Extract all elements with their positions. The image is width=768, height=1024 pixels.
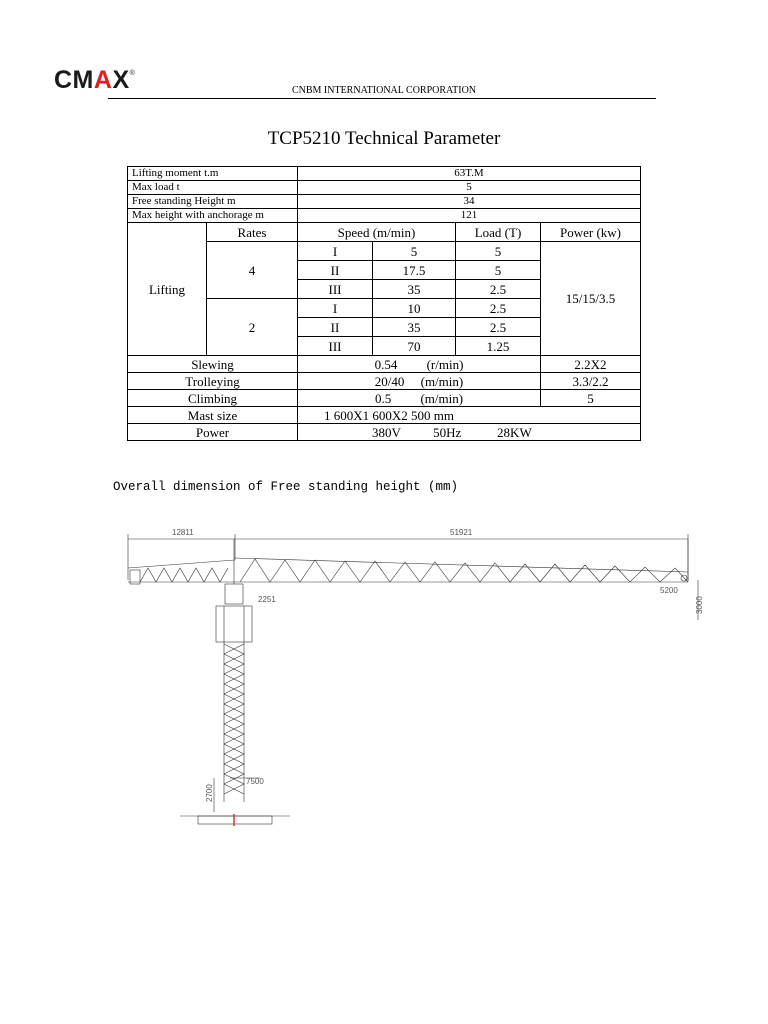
row-label: Power (128, 424, 298, 441)
speed: 35 (373, 318, 456, 337)
spec-value: 34 (298, 195, 641, 209)
gear: II (298, 261, 373, 280)
lifting-label: Lifting (128, 223, 207, 356)
spec-label: Lifting moment t.m (128, 167, 298, 181)
row-value: 1 600X1 600X2 500 mm (298, 407, 641, 424)
load: 2.5 (456, 280, 541, 299)
mast-lacing (224, 644, 244, 794)
tip-height-label: 3000 (695, 596, 704, 614)
row-label: Slewing (128, 356, 298, 373)
tip-dimension-label: 5200 (660, 586, 678, 595)
climbing-cage (216, 606, 252, 642)
spec-value: 5 (298, 181, 641, 195)
row-value: 0.5 (m/min) (298, 390, 541, 407)
spec-row (128, 181, 641, 195)
base-width-label: 7500 (246, 777, 264, 786)
counter-jib-dimension: 12811 (172, 528, 194, 537)
rates-header: Rates (207, 223, 298, 242)
jib-lacing (240, 559, 688, 582)
power-header: Power (kw) (541, 223, 641, 242)
company-name: CNBM INTERNATIONAL CORPORATION (291, 85, 477, 96)
spec-value: 63T.M (298, 167, 641, 181)
gear: III (298, 280, 373, 299)
row-value: 0.54 (r/min) (298, 356, 541, 373)
climbing-row (128, 390, 641, 407)
base-height-label: 2700 (205, 784, 214, 802)
speed: 5 (373, 242, 456, 261)
trolleying-row (128, 373, 641, 390)
load: 5 (456, 261, 541, 280)
power-row (128, 424, 641, 441)
speed: 35 (373, 280, 456, 299)
spec-row (128, 209, 641, 223)
gear: III (298, 337, 373, 356)
rate-value: 4 (207, 242, 298, 299)
load: 2.5 (456, 299, 541, 318)
spec-label: Free standing Height m (128, 195, 298, 209)
jib-top-chord (235, 558, 688, 572)
counter-jib-lacing (140, 568, 228, 582)
lifting-header-row (128, 223, 641, 242)
counter-jib-top (128, 560, 235, 568)
mast-size-row (128, 407, 641, 424)
gear: I (298, 242, 373, 261)
gear: II (298, 318, 373, 337)
row-power: 3.3/2.2 (541, 373, 641, 390)
row-power: 2.2X2 (541, 356, 641, 373)
load: 2.5 (456, 318, 541, 337)
cmax-logo: CMAX® (54, 66, 136, 94)
technical-parameter-table (127, 166, 641, 441)
row-label: Climbing (128, 390, 298, 407)
speed: 17.5 (373, 261, 456, 280)
speed: 10 (373, 299, 456, 318)
load-header: Load (T) (456, 223, 541, 242)
spec-value: 121 (298, 209, 641, 223)
lifting-power: 15/15/3.5 (541, 242, 641, 356)
spec-row (128, 195, 641, 209)
jib-dimension: 51921 (450, 528, 473, 537)
spec-label: Max load t (128, 181, 298, 195)
rate-value: 2 (207, 299, 298, 356)
operator-cab (225, 584, 243, 604)
row-power: 5 (541, 390, 641, 407)
header-divider (108, 98, 656, 99)
row-value: 380V 50Hz 28KW (298, 424, 641, 441)
load: 5 (456, 242, 541, 261)
gear: I (298, 299, 373, 318)
crane-dimension-drawing (110, 520, 710, 840)
spec-label: Max height with anchorage m (128, 209, 298, 223)
slewing-row (128, 356, 641, 373)
speed: 70 (373, 337, 456, 356)
row-value: 20/40 (m/min) (298, 373, 541, 390)
row-label: Mast size (128, 407, 298, 424)
spec-row (128, 167, 641, 181)
cab-dimension: 2251 (258, 595, 276, 604)
load: 1.25 (456, 337, 541, 356)
foundation (198, 816, 272, 824)
page-title: TCP5210 Technical Parameter (267, 128, 501, 149)
drawing-heading: Overall dimension of Free standing height (mm) (113, 480, 459, 494)
speed-header: Speed (m/min) (298, 223, 456, 242)
row-label: Trolleying (128, 373, 298, 390)
